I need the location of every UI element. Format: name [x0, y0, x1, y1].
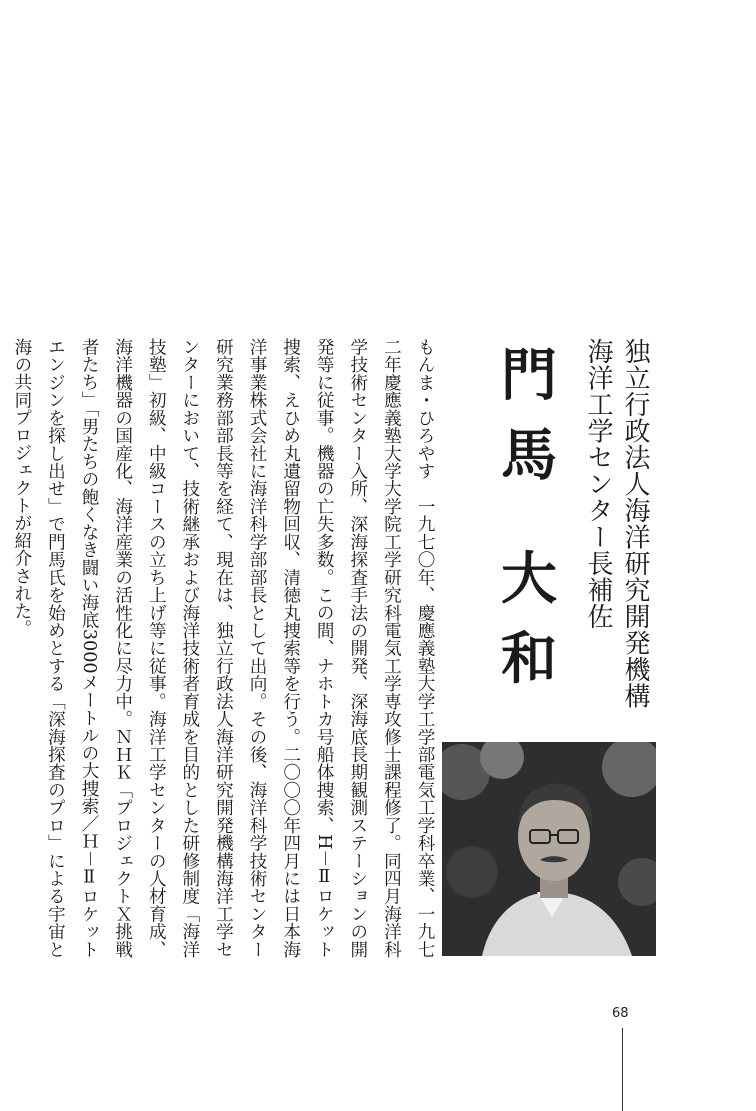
- biography-paragraph: もんま・ひろやす 一九七〇年、慶應義塾大学工学部電気工学科卒業、一九七二年慶應義塾大学大学院工学研究科電気工学専攻修士課程修了。同四月海洋科学技術センター入所、深海探査手法の開発、深海底長期観測ステーションの開発等に従事。機器の亡失多数。この間、ナホトカ号船体捜索、H－Ⅱロケット捜索、えひめ丸遺留物回収、清徳丸捜索等を行う。二〇〇〇年四月には日本海洋事業株式会社に海洋科学部部長として出向。その後、海洋科学技術センター研究業務部部長等を経て、現在は、独立行政法人海洋研究開発機構海洋工学センターにおいて、技術継承および海洋技術者育成を目的とした研修制度「海洋技塾」初級、中級コースの立ち上げ等に従事。海洋工学センターの人材育成、海洋機器の国産化、海洋産業の活性化に尽力中。ＮＨＫ「プロジェクトＸ挑戦者たち」「男たちの飽くなき闘い海底3000メートルの大捜索／Ｈ－Ⅱロケットエンジンを探し出せ」で門馬氏を始めとする「深海探査のプロ」による宇宙と海の共同プロジェクトが紹介された。: [11, 338, 435, 958]
- page-rule: [622, 1028, 623, 1111]
- person-name: 門馬 大和: [492, 345, 557, 709]
- biography: [4, 338, 441, 958]
- page-number: 68: [612, 1006, 629, 1021]
- organization-title: 独立行政法人海洋研究開発機構: [620, 338, 650, 709]
- position-title: 海洋工学センター長補佐: [583, 338, 613, 630]
- portrait-photo: [442, 742, 656, 956]
- portrait-illustration: [442, 742, 656, 956]
